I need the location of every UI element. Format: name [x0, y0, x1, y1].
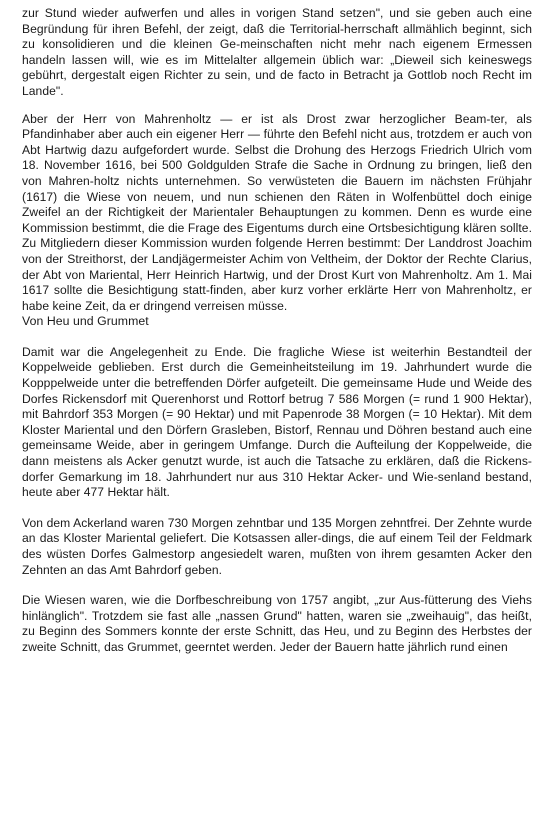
paragraph-5: Die Wiesen waren, wie die Dorfbeschreibung von 1757 angibt, „zur Aus-fütterung des Viehs hinlänglich". Trotzdem sie fast alle „nassen Grund" hatten, waren sie „zweihauig", das heißt, zu Beginn des Sommers konnte der erste Schnitt, das Heu, und zu Beginn des Herbstes der zweite Schnitt, das Grummet, geerntet werden. Jeder der Bauern hatte jährlich rund einen — [22, 593, 532, 654]
section-heading: Von Heu und Grummet — [22, 314, 149, 329]
paragraph-1: zur Stund wieder aufwerfen und alles in vorigen Stand setzen", und sie geben auch eine Begründung für ihren Befehl, der zeigt, daß die Territorial-herrschaft allmählich beginnt, sich zu konsolidieren und die kleinen Ge-meinschaften nicht mehr nach eigenem Ermessen handeln lassen will, wie es im Mittelalter allgemein üblich war: „Dieweil sich keineswegs gebührt, dergestalt eigen Richter zu sein, und de facto in Betracht ja Gottlob noch Recht im Lande". — [22, 6, 532, 98]
paragraph-3: Damit war die Angelegenheit zu Ende. Die fragliche Wiese ist weiterhin Bestandteil der Koppelweide geblieben. Erst durch die Gemeinheitsteilung im 19. Jahrhundert wurde die Kopppelweide unter die betreffenden Dörfer aufgeteilt. Die gemeinsame Hude und Weide des Dorfes Rickensdorf mit Querenhorst und Rottorf betrug 7 586 Morgen (= rund 1 900 Hektar), mit Bahrdorf 353 Morgen (= 90 Hektar) und mit Papenrode 38 Morgen (= 10 Hektar). Mit dem Kloster Mariental und den Dörfern Grasleben, Bistorf, Rennau und Döhren bestand auch eine gemeinsame Weide, aber in geringem Umfange. Durch die Aufteilung der Koppelweide, die dann meistens als Acker genutzt wurde, ist auch die Tatsache zu erklären, daß die Rickens-dorfer Gemarkung im 18. Jahrhundert nur aus 310 Hektar Acker- und Wie-senland bestand, heute aber 477 Hektar hält. — [22, 344, 532, 500]
paragraph-2: Aber der Herr von Mahrenholtz — er ist als Drost zwar herzoglicher Beam-ter, als Pfandinhaber aber auch ein eigener Herr — führte den Befehl nicht aus, trotzdem er auch von Abt Hartwig dazu aufgefordert wurde. Selbst die Drohung des Herzogs Friedrich Ulrich vom 18. November 1616, bei 500 Goldgulden Strafe die Sache in Ordnung zu bringen, ließ den von Mahren-holtz nichts unternehmen. So verwüsteten die Bauern im nächsten Frühjahr (1617) die Wiese von neuem, und nun schienen den Räten in Wolfenbüttel doch einige Zweifel an der Richtigkeit der Marientaler Behauptungen zu kommen. Denn es wurde eine Kommission bestimmt, die die Frage des Eigentums durch eine Ortsbesichtigung klären sollte. Zu Mitgliedern dieser Kommission wurden folgende Herren bestimmt: Der Landdrost Joachim von der Streithorst, der Landjägermeister Achim von Veltheim, der Doktor der Rechte Clarius, der Abt von Mariental, Herr Heinrich Hartwig, und der Drost Kurt von Mahrenholtz. Am 1. Mai 1617 sollte die Besichtigung statt-finden, aber kurz vorher erklärte Herr von Mahrenholtz, er habe keine Zeit, da er dringend verreisen müsse. — [22, 111, 532, 313]
paragraph-4: Von dem Ackerland waren 730 Morgen zehntbar und 135 Morgen zehntfrei. Der Zehnte wurde an das Kloster Mariental geliefert. Die Kotsassen aller-dings, die auf einem Teil der Feldmark des wüsten Dorfes Galmestorp angesiedelt waren, mußten von ihrem gesamten Acker den Zehnten an das Amt Bahrdorf geben. — [22, 515, 532, 577]
